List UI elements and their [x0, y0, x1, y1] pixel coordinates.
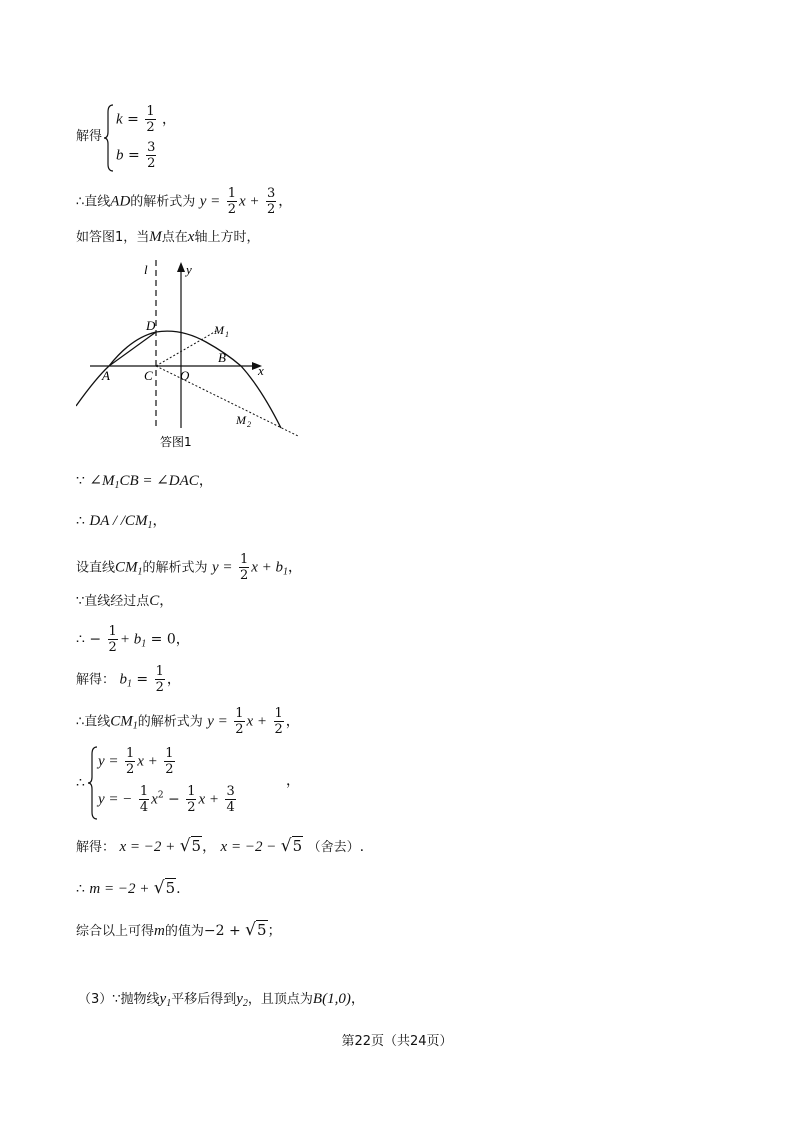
frac-num: 3 [226, 784, 235, 799]
solve-prefix: 解得 [76, 129, 103, 144]
frac-num: 3 [267, 186, 276, 201]
eq: = [136, 671, 149, 688]
line-cm1 [156, 330, 218, 366]
left-brace-icon [104, 104, 114, 172]
frac-den: 2 [235, 722, 244, 737]
k-den: 2 [146, 120, 155, 135]
x-term: x + [239, 193, 260, 210]
label-m1: M [214, 323, 224, 337]
solve-b1 [76, 664, 181, 695]
label-m1-sub: 1 [225, 330, 229, 339]
text: 综合以上可得 [76, 924, 155, 939]
discard-note: （舍去） [307, 840, 360, 855]
comma: ， [286, 773, 300, 789]
frac-num: 1 [155, 664, 164, 679]
superscript: 2 [157, 790, 164, 801]
sqrt-5: √5 [153, 878, 176, 898]
frac-den: 2 [187, 800, 196, 815]
subscript: 1 [114, 480, 120, 491]
b-den: 2 [147, 156, 156, 171]
text: 的解析式为 [142, 560, 208, 576]
b-var: b [116, 147, 124, 164]
set-line-cm1 [76, 552, 302, 583]
text: 设直线 [76, 560, 116, 576]
label-y: y [186, 262, 192, 277]
k-num: 1 [146, 104, 155, 119]
frac-den: 2 [108, 640, 117, 655]
comma: ， [166, 671, 181, 688]
label-x: x [258, 363, 264, 378]
text: ∵直线经过点 [76, 594, 150, 609]
text: 的解析式为 [130, 194, 196, 210]
page-footer: 第22页（共24页） [341, 1034, 453, 1049]
b-var: b [119, 671, 127, 688]
comma: ， [288, 559, 303, 576]
label-m2-sub: 2 [247, 420, 251, 429]
therefore-minus: ∴ − [76, 631, 102, 648]
y2-var: y [236, 991, 243, 1007]
comma: ， [350, 991, 365, 1007]
left-brace-icon [88, 746, 98, 820]
radicand: 5 [191, 837, 202, 855]
subscript: 1 [147, 520, 153, 531]
eq: y = [98, 753, 119, 770]
text: ，且顶点为 [247, 992, 313, 1007]
text: 平移后得到 [171, 992, 237, 1007]
line-cm1-equation [76, 706, 300, 737]
label-b: B [218, 350, 226, 365]
period: . [176, 881, 181, 897]
comma: ， [285, 713, 300, 730]
subscript: 1 [141, 638, 147, 650]
frac-den: 4 [226, 800, 235, 815]
comma: ， [278, 193, 293, 210]
comma: ， [162, 111, 177, 128]
plus-b: + b [119, 631, 142, 648]
b-num: 3 [147, 140, 156, 155]
parallel-text: DA / /CM [89, 513, 148, 529]
text: 的值为 [164, 924, 204, 939]
radicand: 5 [165, 879, 176, 897]
figure-caption: 答图1 [160, 435, 192, 449]
answer-figure-1 [76, 258, 306, 454]
text: 解得： [76, 840, 116, 855]
subscript: 1 [137, 566, 143, 578]
text: （3）∵抛物线 [78, 992, 160, 1007]
k-var: k [116, 111, 123, 128]
radicand: 5 [292, 837, 303, 855]
frac-num: 1 [187, 784, 196, 799]
sqrt-5: √5 [280, 836, 303, 856]
comma: ， [202, 839, 217, 855]
therefore-symbol: ∴ [76, 775, 85, 791]
frac-den: 2 [267, 202, 276, 217]
comma: ， [198, 473, 213, 489]
text: 点在 [161, 230, 188, 245]
line-name: CM [110, 713, 133, 730]
frac-num: 1 [239, 552, 249, 567]
x-var: x [187, 229, 195, 245]
m-var: m [154, 923, 165, 939]
parallel-statement [76, 514, 166, 531]
period: . [359, 839, 365, 855]
subscript: 1 [283, 566, 289, 578]
comma: ， [159, 593, 174, 609]
label-m2: M [236, 413, 246, 427]
line-name: AD [110, 193, 131, 210]
because-symbol: ∵ [76, 473, 85, 489]
subscript: 1 [126, 678, 132, 690]
vertex-point: B(1,0) [312, 991, 351, 1007]
x1-expr: x = −2 + [119, 839, 176, 855]
frac-den: 2 [165, 762, 174, 777]
segment-ad [109, 332, 156, 366]
equation-b1 [76, 624, 190, 655]
semicolon: ； [267, 923, 282, 939]
x-term: x [151, 791, 158, 808]
x-term: x + [198, 791, 219, 808]
x-term: x + [246, 713, 268, 730]
radicand: 5 [257, 921, 267, 939]
text: 的解析式为 [137, 714, 203, 730]
x-term: x + b [251, 559, 284, 576]
sqrt-5: √5 [245, 920, 267, 940]
text: 解得： [76, 672, 116, 688]
line-cm2 [156, 366, 298, 436]
frac-den: 2 [227, 202, 237, 217]
frac-num: 1 [125, 746, 135, 761]
text: ∴直线 [76, 194, 111, 210]
y1-var: y [159, 991, 167, 1007]
frac-den: 4 [139, 800, 149, 815]
text: 如答图1，当 [76, 230, 150, 245]
c-var: C [149, 593, 160, 609]
eq: y = − [98, 791, 133, 808]
minus: − [168, 791, 180, 808]
summary [76, 922, 282, 939]
frac-num: 1 [227, 186, 237, 201]
therefore-symbol: ∴ [76, 513, 85, 529]
label-d: D [146, 318, 156, 333]
frac-num: 1 [274, 706, 283, 721]
therefore-symbol: ∴ [76, 881, 85, 897]
eq: y = [199, 193, 221, 210]
frac-den: 2 [125, 762, 135, 777]
angle-rhs: CB = ∠DAC [119, 473, 199, 489]
eq: y = [207, 713, 228, 730]
frac-den: 2 [155, 680, 164, 695]
x-term: x + [137, 753, 158, 770]
m-expr: m = −2 + [89, 881, 150, 897]
label-l: l [144, 262, 148, 277]
eq-rhs: = 0 [150, 631, 176, 648]
frac-den: 2 [239, 568, 249, 583]
passes-point-c [76, 594, 173, 609]
sqrt-5: √5 [179, 836, 202, 856]
part-3 [78, 992, 365, 1009]
line-ad-equation [76, 186, 292, 217]
angle-equality [76, 474, 213, 491]
subscript: 1 [132, 720, 138, 732]
text: 轴上方时， [194, 230, 260, 245]
case-statement [76, 230, 259, 245]
m-var: M [149, 229, 162, 245]
frac-num: 1 [165, 746, 174, 761]
y-axis-arrow-icon [177, 262, 185, 272]
comma: ， [152, 513, 167, 529]
line-name: CM [115, 559, 138, 576]
angle-lhs: ∠M [89, 473, 115, 489]
eq: y = [211, 559, 233, 576]
text: ∴直线 [76, 714, 111, 730]
subscript: 2 [242, 998, 248, 1009]
solve-x [76, 838, 364, 855]
frac-num: 1 [235, 706, 244, 721]
frac-num: 1 [139, 784, 149, 799]
label-c: C [144, 368, 153, 383]
label-a: A [102, 368, 110, 383]
comma: ， [175, 631, 190, 648]
frac-num: 1 [108, 624, 117, 639]
subscript: 1 [166, 998, 172, 1009]
m-value [76, 880, 181, 897]
x2-expr: x = −2 − [220, 839, 277, 855]
value-expr: −2 + [203, 923, 241, 939]
label-o: O [180, 368, 190, 383]
frac-den: 2 [274, 722, 283, 737]
